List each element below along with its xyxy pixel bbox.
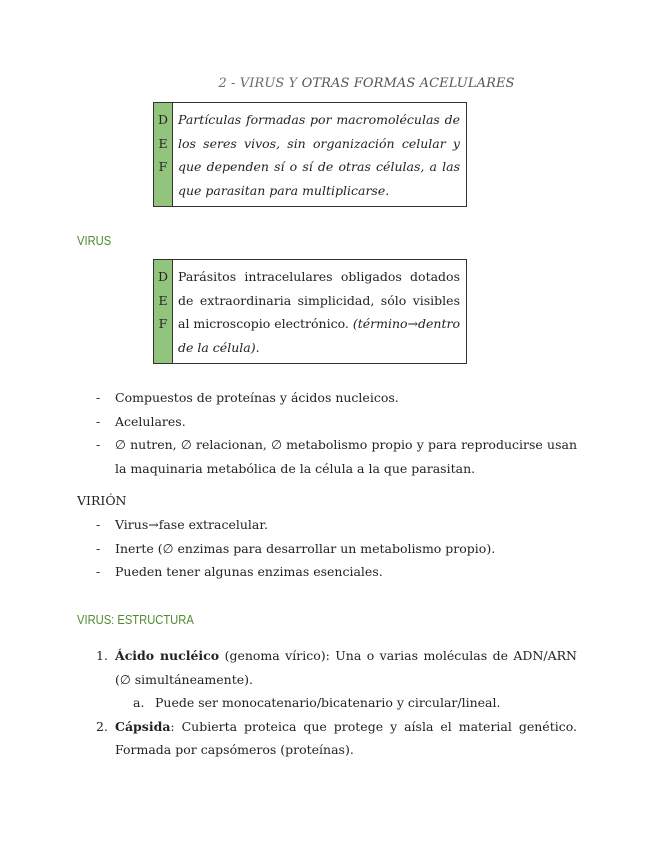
list-marker: 2. bbox=[96, 718, 108, 734]
definition-text-main: Parásitos intracelulares obligados dotados de extraordinaria simplicidad, sólo visibles al microscopio electrónico. bbox=[178, 269, 460, 331]
sub-text: Puede ser monocatenario/bicatenario y circular/lineal. bbox=[155, 695, 501, 710]
def-letter: E bbox=[158, 292, 168, 308]
page-title bbox=[0, 76, 655, 91]
list-item: - Pueden tener algunas enzimas esenciales. bbox=[96, 560, 577, 584]
def-letters bbox=[154, 103, 173, 206]
estructura-list bbox=[96, 644, 577, 762]
virion-bullet-list bbox=[96, 513, 577, 584]
def-letter: D bbox=[157, 269, 169, 284]
title-part-2: OTRAS FORMAS ACELULARES bbox=[301, 76, 515, 91]
definition-box-virus bbox=[153, 259, 467, 364]
term-bold: Cápsida bbox=[115, 718, 171, 734]
definition-text-italic: (término→dentro de la célula). bbox=[178, 316, 460, 355]
definition-text bbox=[173, 260, 466, 363]
sub-list-item bbox=[133, 691, 577, 715]
section-heading-virus: VIRUS bbox=[77, 233, 112, 248]
list-item: - Virus→fase extracelular. bbox=[96, 513, 577, 537]
list-item bbox=[96, 715, 577, 762]
term-text: (genoma vírico): Una o varias moléculas de ADN/ARN (∅ simultáneamente). bbox=[115, 648, 577, 687]
list-marker: a. bbox=[133, 695, 145, 710]
definition-box-acelulares bbox=[153, 102, 467, 207]
def-letters bbox=[154, 260, 173, 363]
def-letter: D bbox=[157, 112, 169, 127]
list-item: - Compuestos de proteínas y ácidos nucleicos. bbox=[96, 386, 577, 410]
term-text: : Cubierta proteica que protege y aísla el material genético. Formada por capsómeros (proteínas). bbox=[115, 718, 577, 757]
list-item: - ∅ nutren, ∅ relacionan, ∅ metabolismo propio y para reproducirse usan la maquinaria metabólica de la célula a la que parasitan. bbox=[96, 433, 577, 480]
virus-bullet-list bbox=[96, 386, 577, 480]
list-marker: 1. bbox=[96, 648, 108, 663]
def-letter: F bbox=[158, 316, 168, 331]
definition-text: Partículas formadas por macromoléculas de los seres vivos, sin organización celular y que dependen sí o sí de otras células, a las que parasitan para multiplicarse. bbox=[178, 112, 460, 198]
section-heading-virion: VIRIÓN bbox=[77, 493, 127, 508]
list-item bbox=[96, 644, 577, 715]
list-item: - Inerte (∅ enzimas para desarrollar un metabolismo propio). bbox=[96, 537, 577, 561]
def-letter: E bbox=[158, 135, 168, 151]
section-heading-estructura: VIRUS: ESTRUCTURA bbox=[77, 612, 194, 627]
list-item: - Acelulares. bbox=[96, 410, 577, 434]
title-part-1: 2 - VIRUS Y bbox=[218, 76, 302, 91]
def-letter: F bbox=[158, 159, 168, 174]
term-bold: Ácido nucléico bbox=[115, 648, 220, 663]
